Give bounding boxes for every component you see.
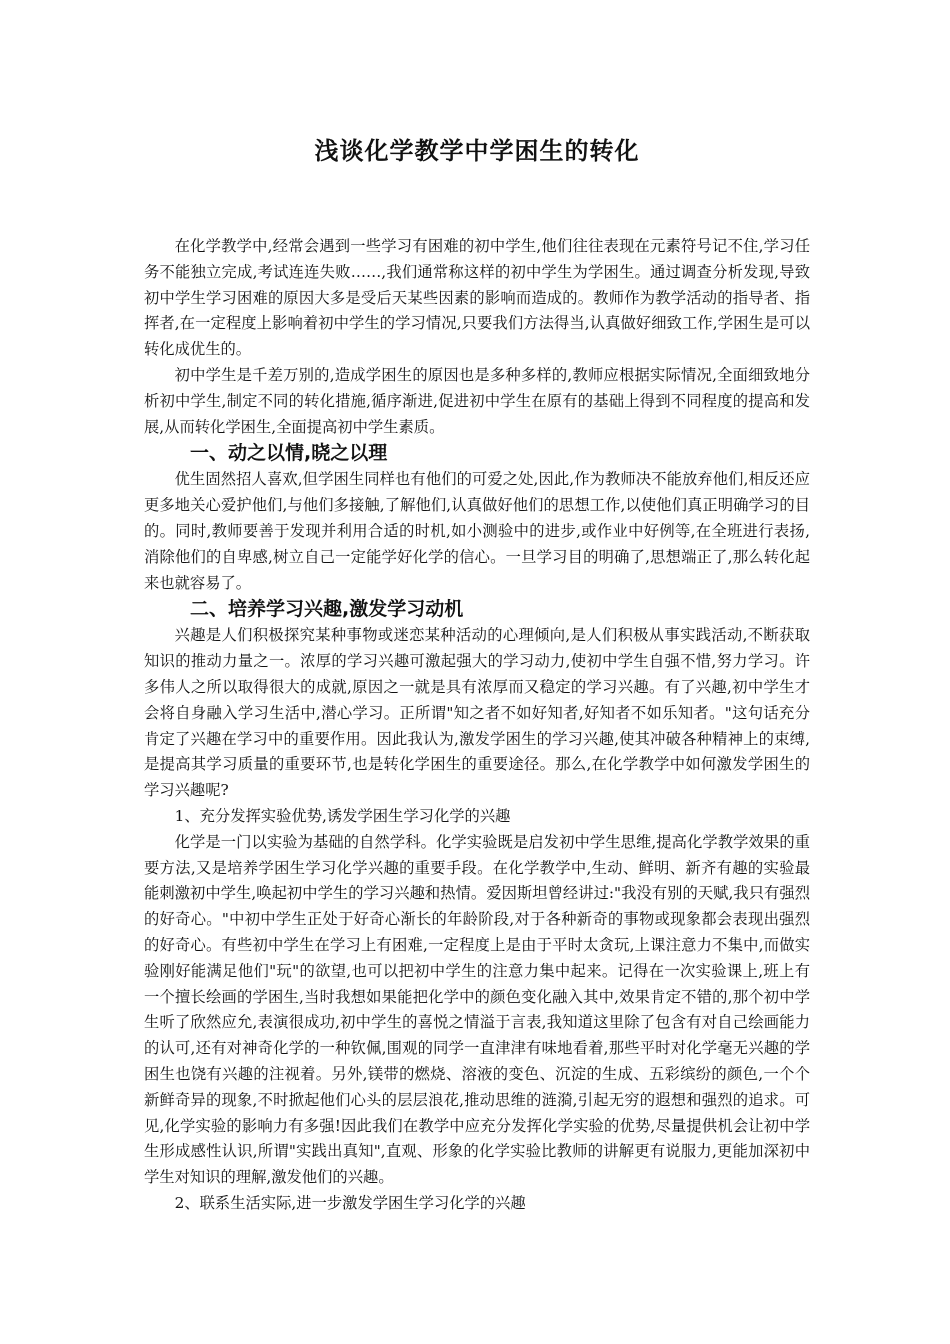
section-2-paragraph: 兴趣是人们积极探究某种事物或迷恋某种活动的心理倾向,是人们积极从事实践活动,不断获取知识的推动力量之一。浓厚的学习兴趣可激起强大的学习动力,使初中学生自强不惜,努力学习。许多伟人之所以取得很大的成就,原因之一就是具有浓厚而又稳定的学习兴趣。有了兴趣,初中学生才会将自身融入学习生活中,潜心学习。正所谓"知之者不如好知者,好知者不如乐知者。"这句话充分肯定了兴趣在学习中的重要作用。因此我认为,激发学困生的学习兴趣,使其冲破各种精神上的束缚,是提高其学习质量的重要环节,也是转化学困生的重要途径。那么,在化学教学中如何激发学困生的学习兴趣呢? (144, 626, 810, 800)
section-1-paragraph: 优生固然招人喜欢,但学困生同样也有他们的可爱之处,因此,作为教师决不能放弃他们,相反还应更多地关心爱护他们,与他们多接触,了解他们,认真做好他们的思想工作,以使他们真正明确学习的目的。同时,教师要善于发现并利用合适的时机,如小测验中的进步,或作业中好例等,在全班进行表扬,消除他们的自卑感,树立自己一定能学好化学的信心。一旦学习目的明确了,思想端正了,那么转化起来也就容易了。 (144, 470, 810, 592)
intro-paragraph-2: 初中学生是千差万别的,造成学困生的原因也是多种多样的,教师应根据实际情况,全面细致地分析初中学生,制定不同的转化措施,循序渐进,促进初中学生在原有的基础上得到不同程度的提高和发展,从而转化学困生,全面提高初中学生素质。 (144, 365, 810, 436)
subsection-2-heading: 2、联系生活实际,进一步激发学困生学习化学的兴趣 (174, 1193, 526, 1212)
section-1-heading: 一、动之以情,晓之以理 (190, 442, 388, 465)
section-2-heading: 二、培养学习兴趣,激发学习动机 (190, 598, 464, 621)
subsection-1-heading: 1、充分发挥实验优势,诱发学困生学习化学的兴趣 (174, 806, 511, 825)
subsection-1-paragraph: 化学是一门以实验为基础的自然学科。化学实验既是启发初中学生思维,提高化学教学效果的重要方法,又是培养学困生学习化学兴趣的重要手段。在化学教学中,生动、鲜明、新齐有趣的实验最能刺激初中学生,唤起初中学生的学习兴趣和热情。爱因斯坦曾经讲过:"我没有别的天赋,我只有强烈的好奇心。"中初中学生正处于好奇心渐长的年龄阶段,对于各种新奇的事物或现象都会表现出强烈的好奇心。有些初中学生在学习上有困难,一定程度上是由于平时太贪玩,上课注意力不集中,而做实验刚好能满足他们"玩"的欲望,也可以把初中学生的注意力集中起来。记得在一次实验课上,班上有一个擅长绘画的学困生,当时我想如果能把化学中的颜色变化融入其中,效果肯定不错的,那个初中学生听了欣然应允,表演很成功,初中学生的喜悦之情溢于言表,我知道这里除了包含有对自己绘画能力的认可,还有对神奇化学的一种钦佩,围观的同学一直津津有味地看着,那些平时对化学毫无兴趣的学困生也饶有兴趣的注视着。另外,镁带的燃烧、溶液的变色、沉淀的生成、五彩缤纷的颜色,一个个新鲜奇异的现象,不时掀起他们心头的层层浪花,推动思维的涟漪,引起无穷的遐想和强烈的追求。可见,化学实验的影响力有多强!因此我们在教学中应充分发挥化学实验的优势,尽量提供机会让初中学生形成感性认识,所谓"实践出真知",直观、形象的化学实验比教师的讲解更有说服力,更能加深初中学生对知识的理解,激发他们的兴趣。 (144, 832, 810, 1187)
document-title: 浅谈化学教学中学困生的转化 (314, 137, 640, 165)
intro-paragraph-1: 在化学教学中,经常会遇到一些学习有困难的初中学生,他们往往表现在元素符号记不住,学习任务不能独立完成,考试连连失败……,我们通常称这样的初中学生为学困生。通过调查分析发现,导致初中学生学习困难的原因大多是受后天某些因素的影响而造成的。教师作为教学活动的指导者、指挥者,在一定程度上影响着初中学生的学习情况,只要我们方法得当,认真做好细致工作,学困生是可以转化成优生的。 (144, 237, 810, 359)
